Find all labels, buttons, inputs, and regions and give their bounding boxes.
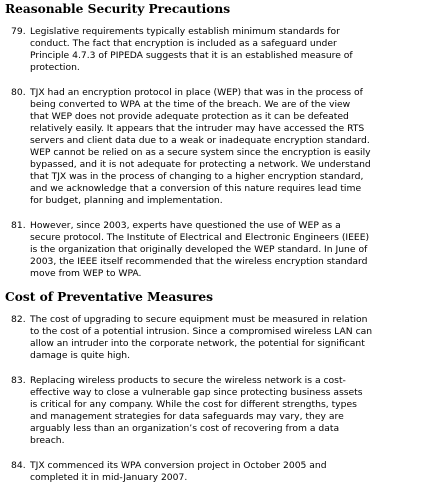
paragraph-line: and management strategies for data safeguards may vary, they are (30, 411, 344, 422)
paragraph-line: that WEP does not provide adequate protection as it can be defeated (30, 111, 349, 122)
paragraph-line: Principle 4.7.3 of PIPEDA suggests that it is an established measure of (30, 50, 353, 61)
paragraph-line: damage is quite high. (30, 350, 131, 361)
paragraph-number: 83. (11, 375, 26, 386)
paragraph-line: protection. (30, 62, 80, 73)
paragraph-line: arguably less than an organization’s cost of recovering from a data (30, 423, 340, 434)
paragraph-spacer (0, 362, 428, 375)
paragraph-line: move from WEP to WPA. (30, 268, 142, 279)
section-heading-cost-of-preventative-measures: Cost of Preventative Measures (5, 290, 213, 304)
paragraph-line: The cost of upgrading to secure equipment must be measured in relation (30, 314, 368, 325)
paragraph-spacer (0, 74, 428, 87)
paragraph-84 (0, 460, 428, 484)
paragraph-80 (0, 87, 428, 207)
paragraph-number: 84. (11, 460, 26, 471)
paragraph-line: 2003, the IEEE itself recommended that the wireless encryption standard (30, 256, 368, 267)
paragraph-list (0, 26, 428, 280)
paragraph-list (0, 314, 428, 484)
paragraph-line: Legislative requirements typically establish minimum standards for (30, 26, 340, 37)
paragraph-line: TJX commenced its WPA conversion project in October 2005 and (30, 460, 327, 471)
paragraph-line: secure protocol. The Institute of Electrical and Electronic Engineers (IEEE) (30, 232, 370, 243)
paragraph-spacer (0, 207, 428, 220)
paragraph-line: relatively easily. It appears that the intruder may have accessed the RTS (30, 123, 365, 134)
section-heading-reasonable-security-precautions: Reasonable Security Precautions (5, 2, 231, 16)
paragraph-number: 82. (11, 314, 26, 325)
paragraph-line: completed it in mid-January 2007. (30, 472, 188, 483)
paragraph-number: 80. (11, 87, 26, 98)
paragraph-line: WEP cannot be relied on as a secure system since the encryption is easily (30, 147, 371, 158)
paragraph-line: is critical for any company. While the cost for different strengths, types (30, 399, 357, 410)
paragraph-line: to the cost of a potential intrusion. Since a compromised wireless LAN can (30, 326, 373, 337)
paragraph-line: and we acknowledge that a conversion of this nature requires lead time (30, 183, 362, 194)
paragraph-83 (0, 375, 428, 447)
paragraph-82 (0, 314, 428, 362)
paragraph-number: 79. (11, 26, 26, 37)
paragraph-line: that TJX was in the process of changing to a higher encryption standard, (30, 171, 364, 182)
paragraph-number: 81. (11, 220, 26, 231)
paragraph-line: conduct. The fact that encryption is included as a safeguard under (30, 38, 337, 49)
paragraph-line: allow an intruder into the corporate network, the potential for significant (30, 338, 365, 349)
paragraph-81 (0, 220, 428, 280)
paragraph-line: servers and client data due to a weak or inadequate encryption standard. (30, 135, 370, 146)
paragraph-line: TJX had an encryption protocol in place (WEP) that was in the process of (30, 87, 363, 98)
paragraph-line: Replacing wireless products to secure the wireless network is a cost- (30, 375, 346, 386)
paragraph-spacer (0, 447, 428, 460)
paragraph-line: bypassed, and it is not adequate for protecting a network. We understand (30, 159, 371, 170)
paragraph-line: for budget, planning and implementation. (30, 195, 223, 206)
paragraph-line: is the organization that originally developed the WEP standard. In June of (30, 244, 368, 255)
paragraph-79 (0, 26, 428, 74)
paragraph-line: breach. (30, 435, 65, 446)
paragraph-line: However, since 2003, experts have questioned the use of WEP as a (30, 220, 341, 231)
paragraph-line: effective way to close a vulnerable gap since protecting business assets (30, 387, 363, 398)
paragraph-line: being converted to WPA at the time of the breach. We are of the view (30, 99, 351, 110)
